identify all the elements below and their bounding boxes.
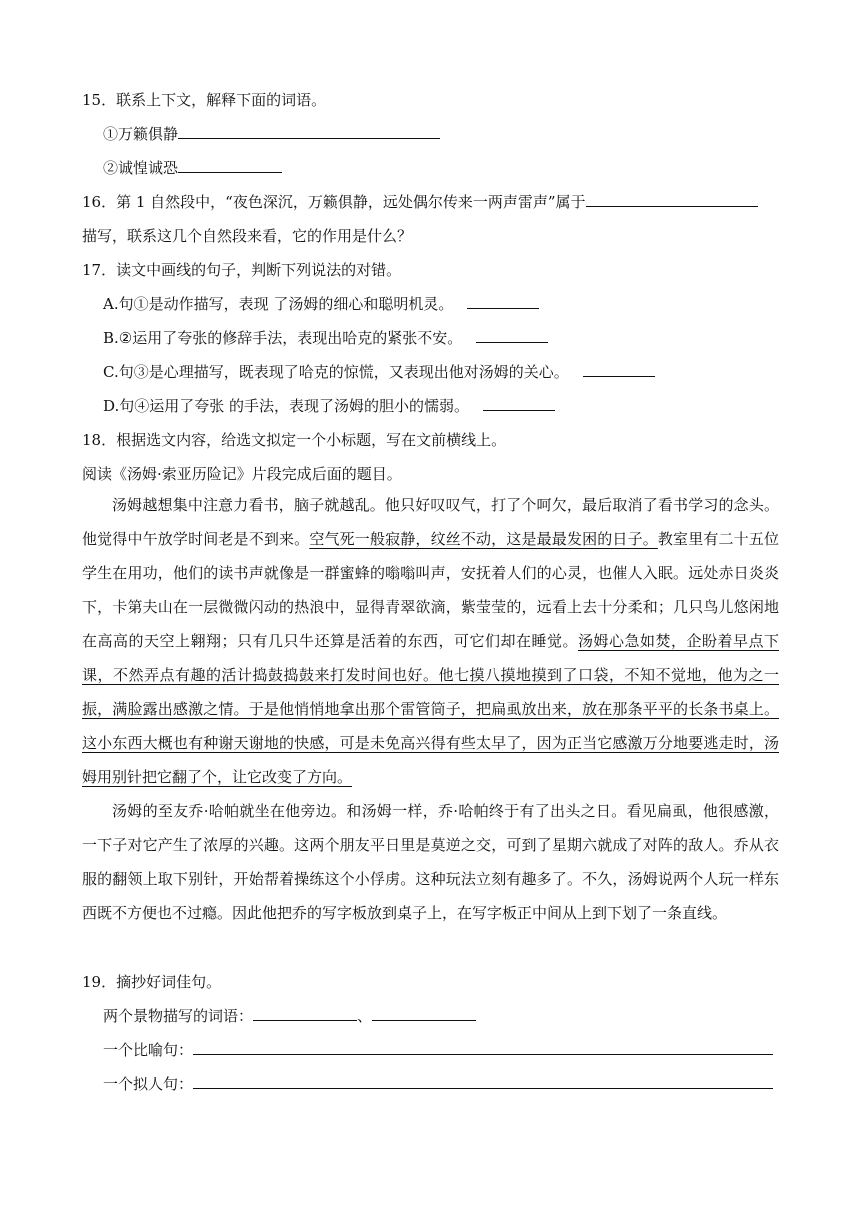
q19-simile	[103, 1040, 773, 1060]
q19-personification	[103, 1074, 773, 1094]
q17-b	[103, 328, 548, 348]
underlined-sentence-2: 汤姆心急如焚，企盼着早点下课，不然弄点有趣的活计捣鼓捣鼓来打发时间也好。他七摸八摸地摸到了口袋，不知不觉地，他为之一振，满脸露出感激之情。于是他悄悄地拿出那个雷管筒子，把扁虱放出来，放在那条平平的长条书桌上。这小东西大概也有种谢天谢地的快感，可是未免高兴得有些太早了，因为正当它感激万分地要逃走时，汤姆用别针把它翻了个，让它改变了方向。	[82, 632, 779, 786]
q16-line1	[82, 192, 758, 212]
q16-blank[interactable]	[586, 192, 758, 207]
q19-simile-label: 一个比喻句：	[103, 1041, 194, 1059]
q19-personif-label: 一个拟人句：	[103, 1075, 194, 1093]
q15-item1-label: ①万籁俱静	[103, 125, 179, 143]
q15-item2-blank[interactable]	[178, 158, 282, 173]
reading-intro: 阅读《汤姆·索亚历险记》片段完成后面的题目。	[82, 465, 402, 483]
q17-d	[103, 396, 555, 416]
q17-c-blank[interactable]	[583, 362, 655, 377]
q19-personif-blank[interactable]	[193, 1074, 773, 1089]
underlined-sentence-1: 空气死一般寂静，纹丝不动，这是最最发困的日子。	[309, 530, 658, 548]
q19-words	[103, 1006, 476, 1026]
q15-item1-blank[interactable]	[178, 124, 440, 139]
q15-item2-label: ②诚惶诚恐	[103, 159, 179, 177]
q17-stem: 17．读文中画线的句子，判断下列说法的对错。	[82, 261, 402, 279]
q19-separator: 、	[357, 1007, 373, 1025]
passage-paragraph-1	[82, 488, 779, 794]
q17-c	[103, 362, 655, 382]
reading-passage	[82, 488, 779, 930]
p1-text-b: 教室里有二十五位学生在用功，他们的读书声就像是一群蜜蜂的嗡嗡叫声，安抚着人们的心灵，也催人入眠。远处赤日炎炎下，卡第夫山在一层微微闪动的热浪中，显得青翠欲滴，紫莹莹的，远看上去十分柔和；几只鸟儿悠闲地在高高的天空上翱翔；只有几只牛还算是活着的东西，可它们却在睡觉。	[82, 530, 779, 650]
q17-a-blank[interactable]	[467, 294, 539, 309]
q17-d-text: D.句④运用了夸张 的手法，表现了汤姆的胆小的懦弱。	[103, 397, 470, 415]
q16-line2: 描写，联系这几个自然段来看，它的作用是什么？	[82, 227, 413, 245]
q19-simile-blank[interactable]	[193, 1040, 773, 1055]
q17-b-text: B.②运用了夸张的修辞手法，表现出哈克的紧张不安。	[103, 329, 463, 347]
q17-c-text: C.句③是心理描写，既表现了哈克的惊慌，又表现出他对汤姆的关心。	[103, 363, 569, 381]
q15-item2	[103, 158, 282, 178]
q17-a	[103, 294, 539, 314]
q19-words-label: 两个景物描写的词语：	[103, 1007, 254, 1025]
q18-stem: 18．根据选文内容，给选文拟定一个小标题，写在文前横线上。	[82, 431, 507, 449]
q17-a-text: A.句①是动作描写，表现 了汤姆的细心和聪明机灵。	[103, 295, 454, 313]
q19-stem: 19．摘抄好词佳句。	[82, 973, 222, 991]
q19-word1-blank[interactable]	[253, 1006, 357, 1021]
q15-item1	[103, 124, 440, 144]
q17-b-blank[interactable]	[476, 328, 548, 343]
q19-word2-blank[interactable]	[372, 1006, 476, 1021]
q17-d-blank[interactable]	[483, 396, 555, 411]
p1-text-a: 汤姆越想集中注意力看书，脑子就越乱。他只好叹叹气，打了个呵欠，最后取消了看书学习的念头。他觉得中午放学时间老是不到来。	[82, 496, 779, 548]
q16-text1: 16．第 1 自然段中，“夜色深沉，万籁俱静，远处偶尔传来一两声雷声”属于	[82, 193, 586, 211]
passage-paragraph-2: 汤姆的至友乔·哈帕就坐在他旁边。和汤姆一样，乔·哈帕终于有了出头之日。看见扁虱，他很感激，一下子对它产生了浓厚的兴趣。这两个朋友平日里是莫逆之交，可到了星期六就成了对阵的敌人。乔从衣服的翻领上取下别针，开始帮着操练这个小俘虏。这种玩法立刻有趣多了。不久，汤姆说两个人玩一样东西既不方便也不过瘾。因此他把乔的写字板放到桌子上，在写字板正中间从上到下划了一条直线。	[82, 802, 779, 922]
q15-stem: 15．联系上下文，解释下面的词语。	[82, 91, 327, 109]
